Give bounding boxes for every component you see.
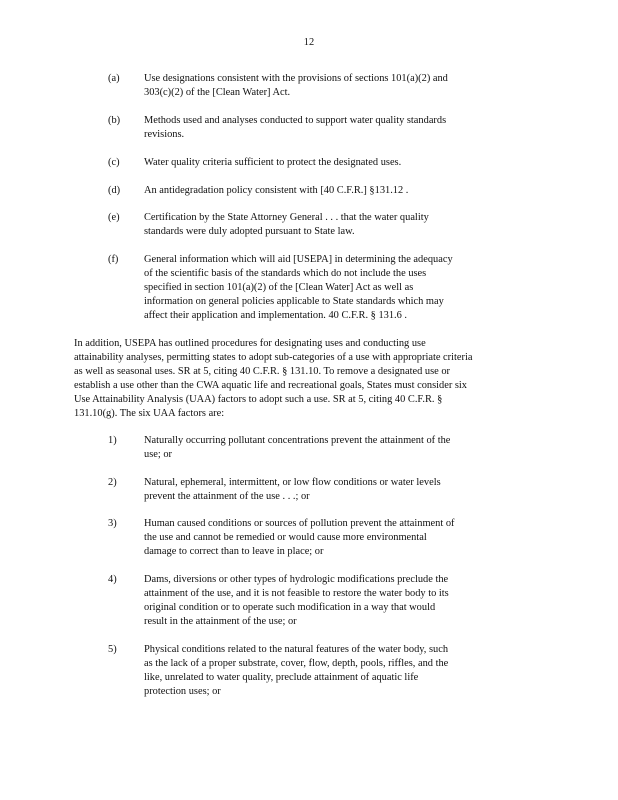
item-marker: 4) xyxy=(108,574,117,585)
item-marker: (e) xyxy=(108,212,120,223)
item-text: Dams, diversions or other types of hydrologic modifications preclude the attainment of the use, and it is not feasible to restore the water body to its original condition or to operate such modification in a way that would result in the attainment of the use; or xyxy=(144,574,449,627)
item-marker: 1) xyxy=(108,435,117,446)
item-marker: 3) xyxy=(108,518,117,529)
item-text: Natural, ephemeral, intermittent, or low flow conditions or water levels prevent the attainment of the use . . .; or xyxy=(144,477,441,502)
item-marker: (a) xyxy=(108,73,120,84)
item-text: General information which will aid [USEPA] in determining the adequacy of the scientific basis of the standards which do not include the uses specified in section 101(a)(2) of the [Clean Water] Act as well as information on general policies applicable to State standards which may affect their application and implementation. 40 C.F.R. § 131.6 . xyxy=(144,254,453,321)
item-text: Water quality criteria sufficient to protect the designated uses. xyxy=(144,157,402,168)
page-number: 12 xyxy=(303,37,315,48)
item-marker: (f) xyxy=(108,254,119,265)
item-text: Naturally occurring pollutant concentrations prevent the attainment of the use; or xyxy=(144,435,451,460)
item-text: Methods used and analyses conducted to support water quality standards revisions. xyxy=(144,115,447,140)
item-text: Certification by the State Attorney General . . . that the water quality standards were duly adopted pursuant to State law. xyxy=(144,212,429,237)
item-marker: (b) xyxy=(108,115,121,126)
item-marker: (d) xyxy=(108,185,121,196)
item-text: Use designations consistent with the provisions of sections 101(a)(2) and 303(c)(2) of the [Clean Water] Act. xyxy=(144,73,448,98)
item-text: An antidegradation policy consistent with [40 C.F.R.] §131.12 . xyxy=(144,185,409,196)
item-marker: (c) xyxy=(108,157,120,168)
item-marker: 5) xyxy=(108,644,117,655)
item-text: Physical conditions related to the natural features of the water body, such as the lack of a proper substrate, cover, flow, depth, pools, riffles, and the like, unrelated to water quality, preclude attainment of aquatic life protection uses; or xyxy=(144,644,449,697)
item-text: Human caused conditions or sources of pollution prevent the attainment of the use and cannot be remedied or would cause more environmental damage to correct than to leave in place; or xyxy=(144,518,455,557)
item-marker: 2) xyxy=(108,477,117,488)
body-paragraph: In addition, USEPA has outlined procedures for designating uses and conducting use attainability analyses, permitting states to adopt sub-categories of a use with appropriate criteria as well as seasonal uses. SR at 5, citing 40 C.F.R. § 131.10. To remove a designated use or establish a use other than the CWA aquatic life and recreational goals, States must consider six Use Attainability Analysis (UAA) factors to adopt such a use. SR at 5, citing 40 C.F.R. § 131.10(g). The six UAA factors are: xyxy=(74,338,473,419)
